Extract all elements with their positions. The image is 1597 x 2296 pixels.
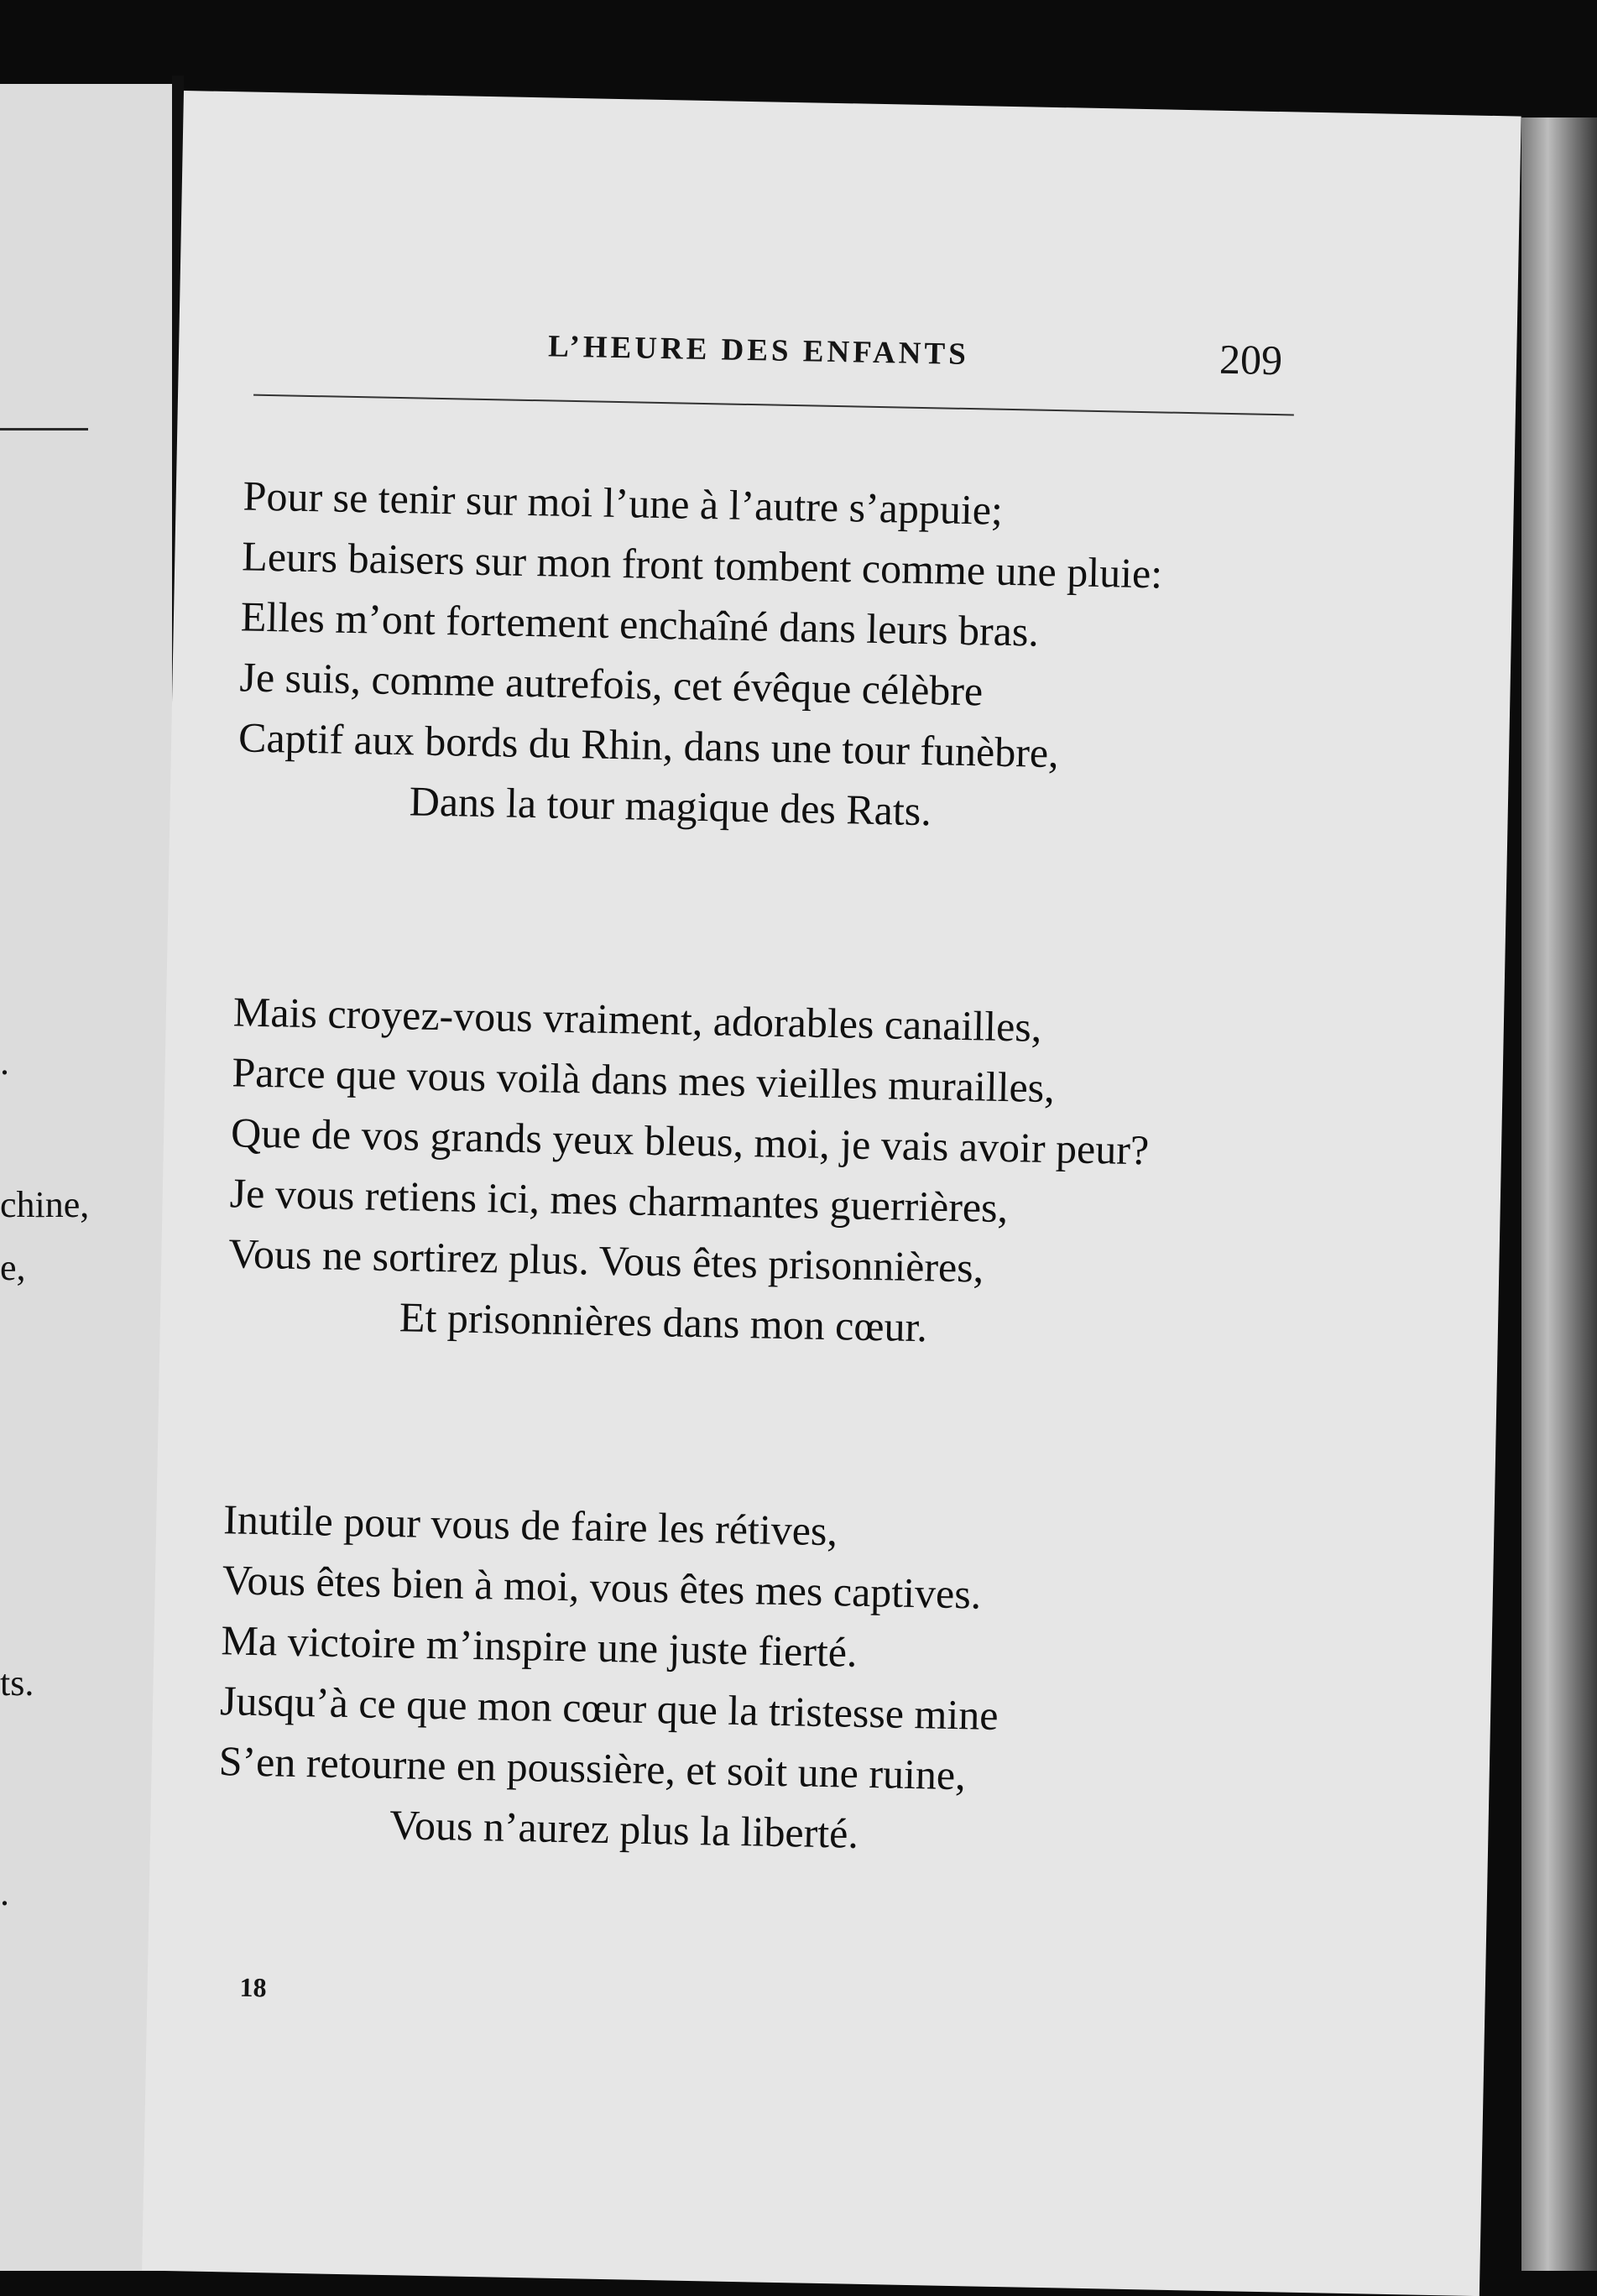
running-head [180,321,1517,384]
verse-line: Et prisonnières dans mon cœur. [399,1293,928,1351]
left-page-fragment: e, [0,1247,26,1288]
verse-line: Vous n’aurez plus la liberté. [389,1801,859,1857]
verse-line: Jusqu’à ce que mon cœur que la tristesse mine [219,1677,999,1739]
stanza-1 [237,465,1334,848]
verse-line: Elles m’ont fortement enchaîné dans leurs bras. [240,592,1040,655]
verse-line: Mais croyez-vous vraiment, adorables canailles, [232,988,1042,1051]
verse-line: Vous êtes bien à moi, vous êtes mes captives. [222,1556,982,1618]
verse-line: Leurs baisers sur mon front tombent comme une pluie: [241,532,1163,597]
header-rule [253,394,1294,416]
running-title: L’HEURE DES ENFANTS [547,329,970,373]
right-page [142,91,1521,2296]
verse-line: Que de vos grands yeux bleus, moi, je vais avoir peur? [230,1109,1150,1174]
verse-line: Inutile pour vous de faire les rétives, [222,1495,838,1555]
verse-line: Je suis, comme autrefois, cet évêque célèbre [239,653,984,715]
left-page-fragment: ts. [0,1662,34,1704]
stanza-3 [217,1489,1315,1872]
verse-line: Vous ne sortirez plus. Vous êtes prisonnières, [227,1229,984,1292]
left-page-rule [0,428,88,430]
verse-line: Pour se tenir sur moi l’une à l’autre s’appuie; [243,472,1004,534]
verse-line: Captif aux bords du Rhin, dans une tour funèbre, [237,713,1060,777]
verse-line: Je vous retiens ici, mes charmantes guerrières, [229,1169,1009,1232]
signature-mark: 18 [239,1971,267,2003]
verse-line: Dans la tour magique des Rats. [409,777,932,835]
verse-line: Parce que vous voilà dans mes vieilles murailles, [232,1048,1056,1112]
verse-line: S’en retourne en poussière, et soit une ruine, [218,1737,967,1799]
page-number: 209 [1219,335,1283,384]
left-page-fragment: chine, [0,1184,90,1225]
left-page-fragment: . [0,1872,9,1913]
left-page-fragment: . [0,1041,9,1083]
stanza-2 [227,981,1324,1365]
page-edge-stack [1521,117,1597,2271]
verse-line: Ma victoire m’inspire une juste fierté. [221,1616,859,1676]
